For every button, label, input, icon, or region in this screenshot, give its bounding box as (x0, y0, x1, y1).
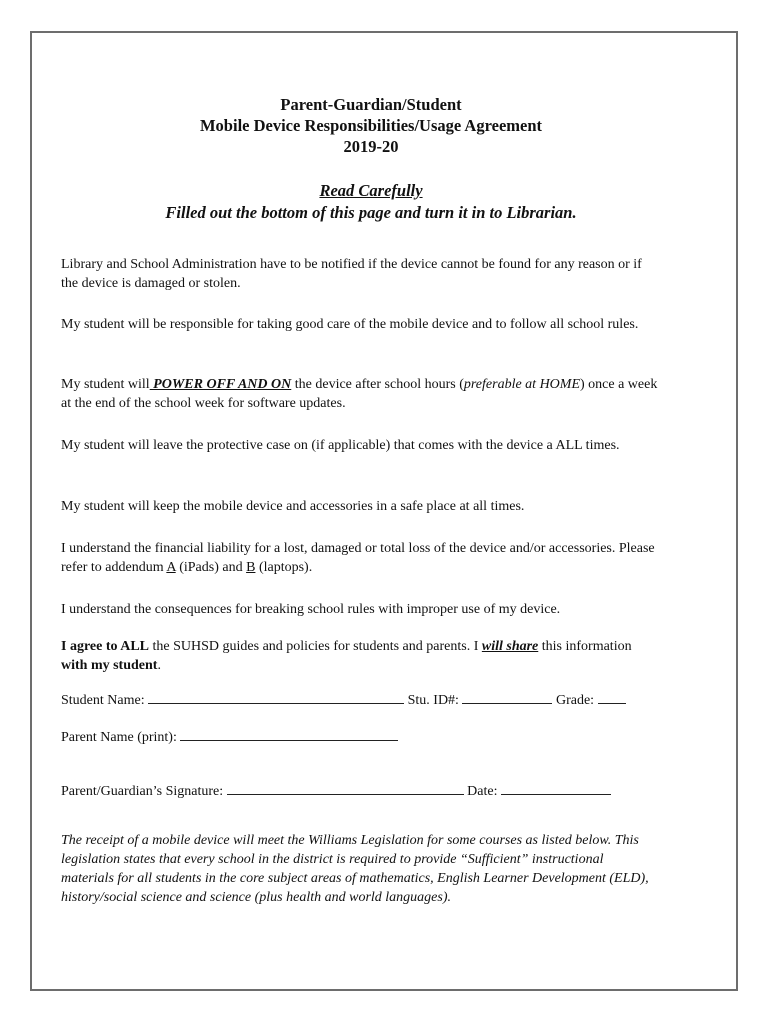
p8-will-share: will share (481, 639, 539, 654)
student-name-label: Student Name: (61, 693, 145, 708)
p6-text-c: (iPads) and (175, 560, 247, 575)
p3-text-c: the device after school hours ( (291, 377, 464, 392)
date-label: Date: (467, 784, 498, 799)
p6-addendum-a: A (166, 560, 176, 575)
paragraph-safe: My student will keep the mobile device and accessories in a safe place at all times. (61, 499, 525, 514)
p8-agree-all: I agree to ALL (61, 639, 150, 654)
fill-out-instruction: Filled out the bottom of this page and turn it in to Librarian. (165, 203, 577, 222)
p3-text-a: My student will (61, 377, 150, 392)
grade-label: Grade: (555, 693, 595, 708)
paragraph-care: My student will be responsible for taking good care of the mobile device and to follow all school rules. (61, 317, 639, 332)
p3-power-off-on: POWER OFF AND ON (149, 377, 292, 392)
student-name-field[interactable] (148, 691, 404, 704)
signature-field[interactable] (227, 782, 464, 795)
p8-text-f: . (157, 658, 161, 673)
paragraph-consequences: I understand the consequences for breaking school rules with improper use of my device. (61, 602, 561, 617)
header-line-1: Parent-Guardian/Student (280, 95, 462, 114)
p8-text-b: the SUHSD guides and policies for students and parents. I (149, 639, 482, 654)
williams-legislation-note: The receipt of a mobile device will meet the Williams Legislation for some courses as listed below. This legislation states that every school in the district is required to provide “Sufficient” instructional materials for all students in the core subject areas of mathematics, English Learner Development (ELD), history/social science and science (plus health and world languages). (61, 833, 649, 905)
signature-row (61, 782, 661, 801)
instructions (61, 180, 681, 224)
paragraph-agree (61, 637, 661, 675)
p6-addendum-b: B (246, 560, 256, 575)
parent-name-label: Parent Name (print): (61, 730, 177, 745)
paragraph-notify: Library and School Administration have to be notified if the device cannot be found for any reason or if the device is damaged or stolen. (61, 257, 642, 291)
paragraph-case: My student will leave the protective case on (if applicable) that comes with the device a ALL times. (61, 438, 620, 453)
p8-text-d: this information (538, 639, 632, 654)
header-line-3: 2019-20 (343, 137, 399, 156)
date-field[interactable] (501, 782, 611, 795)
stu-id-label: Stu. ID#: (407, 693, 459, 708)
header-line-2: Mobile Device Responsibilities/Usage Agreement (199, 116, 543, 135)
student-info-row (61, 691, 661, 710)
p8-with-student: with my student (61, 658, 158, 673)
document-header (61, 94, 681, 157)
signature-label: Parent/Guardian’s Signature: (61, 784, 224, 799)
read-carefully: Read Carefully (319, 181, 423, 200)
p3-text-e: ) once a week at the end of the school week for software updates. (61, 377, 658, 411)
stu-id-field[interactable] (462, 691, 552, 704)
paragraph-liability (61, 539, 661, 577)
grade-field[interactable] (598, 691, 626, 704)
p3-preferable: preferable at HOME (463, 377, 580, 392)
p6-text-e: (laptops). (255, 560, 313, 575)
paragraph-power (61, 375, 661, 413)
parent-name-row (61, 728, 661, 747)
p6-text-a: I understand the financial liability for a lost, damaged or total loss of the device and/or accessories. Please refer to addendum (61, 541, 655, 575)
parent-name-field[interactable] (180, 728, 398, 741)
